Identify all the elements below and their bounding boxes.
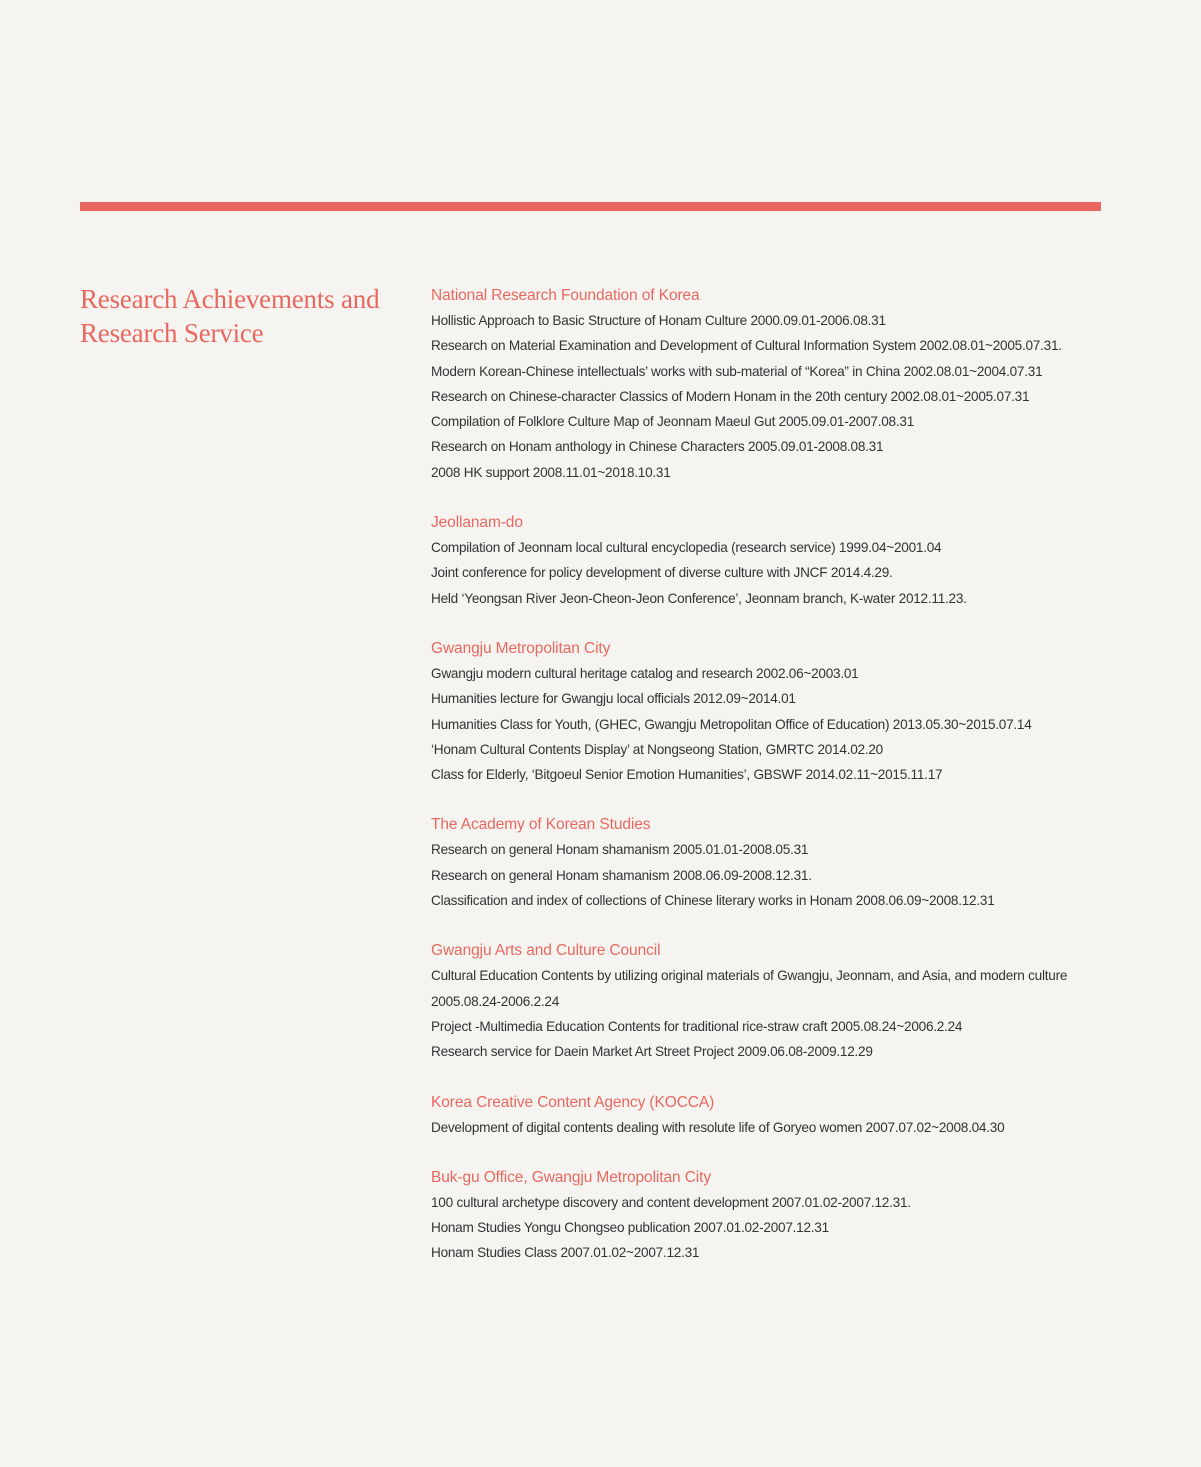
- research-item: Gwangju modern cultural heritage catalog and research 2002.06~2003.01: [431, 665, 859, 681]
- page-title-line-1: Research Achievements and: [80, 284, 380, 314]
- research-item: Research on Chinese-character Classics of Modern Honam in the 20th century 2002.08.01~2005.07.31: [431, 388, 1030, 404]
- section-title: Korea Creative Content Agency (KOCCA): [431, 1093, 715, 1111]
- section-title: Gwangju Arts and Culture Council: [431, 942, 661, 960]
- research-section: [431, 1165, 1081, 1266]
- section-title: Buk-gu Office, Gwangju Metropolitan City: [431, 1168, 712, 1186]
- research-item: Research on Honam anthology in Chinese Characters 2005.09.01-2008.08.31: [431, 439, 884, 455]
- research-item: Joint conference for policy development of diverse culture with JNCF 2014.4.29.: [431, 565, 893, 581]
- research-section: [431, 283, 1081, 485]
- research-item: Research service for Daein Market Art Street Project 2009.06.08-2009.12.29: [431, 1044, 873, 1060]
- research-section: [431, 1090, 1081, 1140]
- page-title-line-2: Research Service: [80, 318, 264, 348]
- research-item: Research on general Honam shamanism 2008.06.09-2008.12.31.: [431, 867, 812, 883]
- research-item: Modern Korean-Chinese intellectuals’ works with sub-material of “Korea” in China 2002.08.01~2004.07.31: [431, 363, 1043, 379]
- research-item: Compilation of Jeonnam local cultural encyclopedia (research service) 1999.04~2001.04: [431, 540, 942, 556]
- research-section: [431, 938, 1081, 1064]
- section-title: Gwangju Metropolitan City: [431, 639, 611, 657]
- research-section: [431, 636, 1081, 787]
- research-item: Hollistic Approach to Basic Structure of Honam Culture 2000.09.01-2006.08.31: [431, 313, 886, 328]
- research-item: Research on general Honam shamanism 2005.01.01-2008.05.31: [431, 842, 809, 858]
- section-title: The Academy of Korean Studies: [431, 816, 651, 834]
- research-item: 2008 HK support 2008.11.01~2018.10.31: [431, 464, 671, 480]
- top-accent-rule: [80, 202, 1101, 211]
- research-item: Cultural Education Contents by utilizing original materials of Gwangju, Jeonnam, and Asia, and modern culture 2005.08.24-2006.2.24: [431, 968, 1068, 1009]
- research-item: Held ‘Yeongsan River Jeon-Cheon-Jeon Conference’, Jeonnam branch, K-water 2012.11.23.: [431, 590, 967, 606]
- research-item: Humanities Class for Youth, (GHEC, Gwangju Metropolitan Office of Education) 2013.05.30~2015.07.14: [431, 716, 1032, 732]
- page-title: [80, 282, 410, 350]
- research-list: [431, 283, 1081, 1291]
- research-item: Project -Multimedia Education Contents for traditional rice-straw craft 2005.08.24~2006.2.24: [431, 1018, 963, 1034]
- research-item: Development of digital contents dealing with resolute life of Goryeo women 2007.07.02~2008.04.30: [431, 1119, 1005, 1135]
- research-item: ‘Honam Cultural Contents Display’ at Nongseong Station, GMRTC 2014.02.20: [431, 741, 883, 757]
- section-title: National Research Foundation of Korea: [431, 287, 700, 304]
- research-item: Honam Studies Class 2007.01.02~2007.12.31: [431, 1245, 700, 1261]
- research-section: [431, 510, 1081, 611]
- research-item: Humanities lecture for Gwangju local officials 2012.09~2014.01: [431, 691, 796, 707]
- research-item: Classification and index of collections of Chinese literary works in Honam 2008.06.09~2008.12.31: [431, 893, 995, 909]
- section-title: Jeollanam-do: [431, 514, 523, 532]
- research-item: Honam Studies Yongu Chongseo publication 2007.01.02-2007.12.31: [431, 1220, 829, 1236]
- research-item: Class for Elderly, ‘Bitgoeul Senior Emotion Humanities’, GBSWF 2014.02.11~2015.11.17: [431, 767, 943, 783]
- research-section: [431, 812, 1081, 913]
- research-item: Compilation of Folklore Culture Map of Jeonnam Maeul Gut 2005.09.01-2007.08.31: [431, 414, 915, 430]
- research-item: Research on Material Examination and Development of Cultural Information System 2002.08.01~2005.07.31.: [431, 338, 1062, 354]
- research-item: 100 cultural archetype discovery and content development 2007.01.02-2007.12.31.: [431, 1194, 911, 1210]
